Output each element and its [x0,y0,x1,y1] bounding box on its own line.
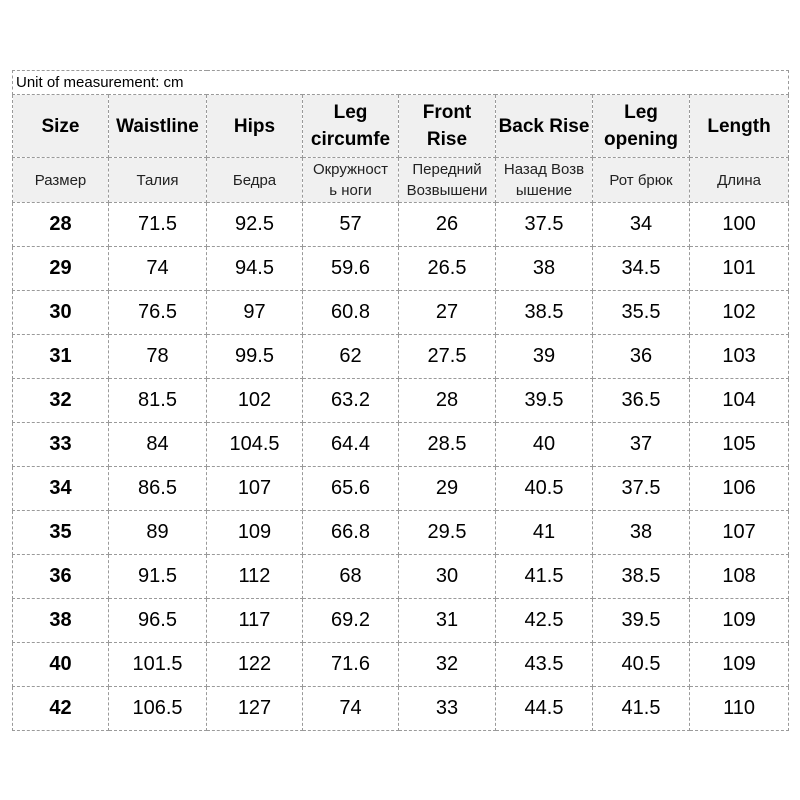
cell-hips: 122 [207,643,303,687]
cell-length: 103 [690,335,789,379]
cell-waistline: 84 [109,423,207,467]
header-leg-opening-line: Leg [624,102,658,123]
cell-front-rise: 26.5 [399,247,496,291]
cell-length: 106 [690,467,789,511]
cell-hips: 92.5 [207,203,303,247]
subheader-size-line: Размер [34,171,87,189]
cell-front-rise: 33 [399,687,496,731]
cell-front-rise: 32 [399,643,496,687]
size-table [12,70,789,731]
table-row [13,379,789,423]
subheader-waistline-line: Талия [136,171,179,189]
subheader-front-rise [399,158,496,203]
subheader-back-rise-line: ышение [515,182,573,199]
subheader-back-rise [496,158,593,203]
cell-hips: 127 [207,687,303,731]
header-size [13,95,109,158]
cell-back-rise: 43.5 [496,643,593,687]
subheader-leg-circumference-line: Окружност [312,161,389,178]
cell-length: 107 [690,511,789,555]
cell-waistline: 89 [109,511,207,555]
subheader-front-rise-line: Возвышени [406,182,488,199]
cell-back-rise: 40 [496,423,593,467]
cell-size: 34 [13,467,109,511]
cell-back-rise: 40.5 [496,467,593,511]
table-row [13,511,789,555]
header-leg-circumference-line: circumfe [310,129,391,150]
cell-back-rise: 41.5 [496,555,593,599]
cell-front-rise: 26 [399,203,496,247]
cell-hips: 99.5 [207,335,303,379]
cell-front-rise: 29 [399,467,496,511]
cell-back-rise: 39 [496,335,593,379]
subheader-leg-opening-line: Рот брюк [609,171,673,189]
table-row [13,423,789,467]
cell-size: 29 [13,247,109,291]
subheader-length-line: Длина [717,171,761,189]
header-back-rise-line: Back Rise [498,115,590,137]
cell-back-rise: 41 [496,511,593,555]
subheader-hips [207,158,303,203]
cell-front-rise: 29.5 [399,511,496,555]
cell-leg-circumference: 59.6 [303,247,399,291]
header-length [690,95,789,158]
cell-leg-opening: 38 [593,511,690,555]
table-row [13,247,789,291]
cell-front-rise: 30 [399,555,496,599]
cell-leg-opening: 41.5 [593,687,690,731]
table-row [13,599,789,643]
cell-hips: 94.5 [207,247,303,291]
cell-front-rise: 31 [399,599,496,643]
cell-hips: 104.5 [207,423,303,467]
cell-leg-opening: 34 [593,203,690,247]
subheader-leg-circumference [303,158,399,203]
cell-leg-circumference: 57 [303,203,399,247]
cell-back-rise: 37.5 [496,203,593,247]
header-length-line: Length [707,115,771,137]
table-row [13,291,789,335]
cell-length: 105 [690,423,789,467]
cell-size: 42 [13,687,109,731]
cell-waistline: 78 [109,335,207,379]
cell-size: 40 [13,643,109,687]
subheader-hips-line: Бедра [232,171,277,189]
table-row [13,687,789,731]
subheader-row [13,158,789,203]
header-back-rise [496,95,593,158]
cell-length: 110 [690,687,789,731]
cell-front-rise: 27.5 [399,335,496,379]
header-leg-circumference-line: Leg [333,102,368,123]
cell-waistline: 91.5 [109,555,207,599]
cell-waistline: 106.5 [109,687,207,731]
table-row [13,467,789,511]
unit-note: Unit of measurement: cm [13,71,789,95]
cell-leg-opening: 40.5 [593,643,690,687]
subheader-leg-opening [593,158,690,203]
cell-waistline: 96.5 [109,599,207,643]
cell-front-rise: 27 [399,291,496,335]
cell-front-rise: 28 [399,379,496,423]
cell-leg-circumference: 74 [303,687,399,731]
header-waistline [109,95,207,158]
cell-waistline: 74 [109,247,207,291]
header-row [13,95,789,158]
cell-size: 36 [13,555,109,599]
header-leg-opening-line: opening [604,129,678,150]
header-size-line: Size [41,115,80,137]
cell-size: 33 [13,423,109,467]
cell-leg-opening: 35.5 [593,291,690,335]
cell-leg-circumference: 69.2 [303,599,399,643]
cell-leg-circumference: 68 [303,555,399,599]
cell-back-rise: 38 [496,247,593,291]
cell-back-rise: 44.5 [496,687,593,731]
cell-length: 108 [690,555,789,599]
cell-waistline: 101.5 [109,643,207,687]
cell-size: 35 [13,511,109,555]
table-row [13,643,789,687]
header-hips [207,95,303,158]
cell-leg-opening: 39.5 [593,599,690,643]
cell-hips: 109 [207,511,303,555]
subheader-leg-circumference-line: ь ноги [329,182,372,199]
cell-size: 31 [13,335,109,379]
cell-hips: 102 [207,379,303,423]
cell-length: 100 [690,203,789,247]
cell-length: 102 [690,291,789,335]
cell-length: 101 [690,247,789,291]
cell-back-rise: 39.5 [496,379,593,423]
subheader-front-rise-line: Передний [412,161,482,178]
cell-leg-circumference: 60.8 [303,291,399,335]
cell-leg-opening: 36.5 [593,379,690,423]
cell-size: 32 [13,379,109,423]
cell-size: 28 [13,203,109,247]
cell-leg-circumference: 66.8 [303,511,399,555]
header-waistline-line: Waistline [116,115,199,137]
cell-back-rise: 42.5 [496,599,593,643]
header-front-rise-line: Rise [426,129,468,150]
cell-leg-circumference: 65.6 [303,467,399,511]
cell-leg-circumference: 71.6 [303,643,399,687]
cell-waistline: 76.5 [109,291,207,335]
table-row [13,555,789,599]
cell-hips: 97 [207,291,303,335]
cell-leg-opening: 37 [593,423,690,467]
cell-leg-circumference: 64.4 [303,423,399,467]
header-leg-circumference [303,95,399,158]
header-hips-line: Hips [233,115,276,137]
cell-leg-circumference: 62 [303,335,399,379]
subheader-back-rise-line: Назад Возв [503,161,585,178]
size-chart [12,70,788,731]
cell-leg-circumference: 63.2 [303,379,399,423]
cell-front-rise: 28.5 [399,423,496,467]
cell-leg-opening: 36 [593,335,690,379]
header-front-rise [399,95,496,158]
subheader-size [13,158,109,203]
cell-hips: 107 [207,467,303,511]
cell-size: 38 [13,599,109,643]
cell-hips: 117 [207,599,303,643]
cell-leg-opening: 38.5 [593,555,690,599]
header-leg-opening [593,95,690,158]
table-row [13,203,789,247]
cell-length: 104 [690,379,789,423]
cell-back-rise: 38.5 [496,291,593,335]
cell-hips: 112 [207,555,303,599]
subheader-waistline [109,158,207,203]
subheader-length [690,158,789,203]
cell-waistline: 81.5 [109,379,207,423]
header-front-rise-line: Front [422,102,472,123]
cell-leg-opening: 37.5 [593,467,690,511]
cell-length: 109 [690,599,789,643]
table-row [13,335,789,379]
cell-leg-opening: 34.5 [593,247,690,291]
cell-size: 30 [13,291,109,335]
cell-length: 109 [690,643,789,687]
cell-waistline: 71.5 [109,203,207,247]
cell-waistline: 86.5 [109,467,207,511]
